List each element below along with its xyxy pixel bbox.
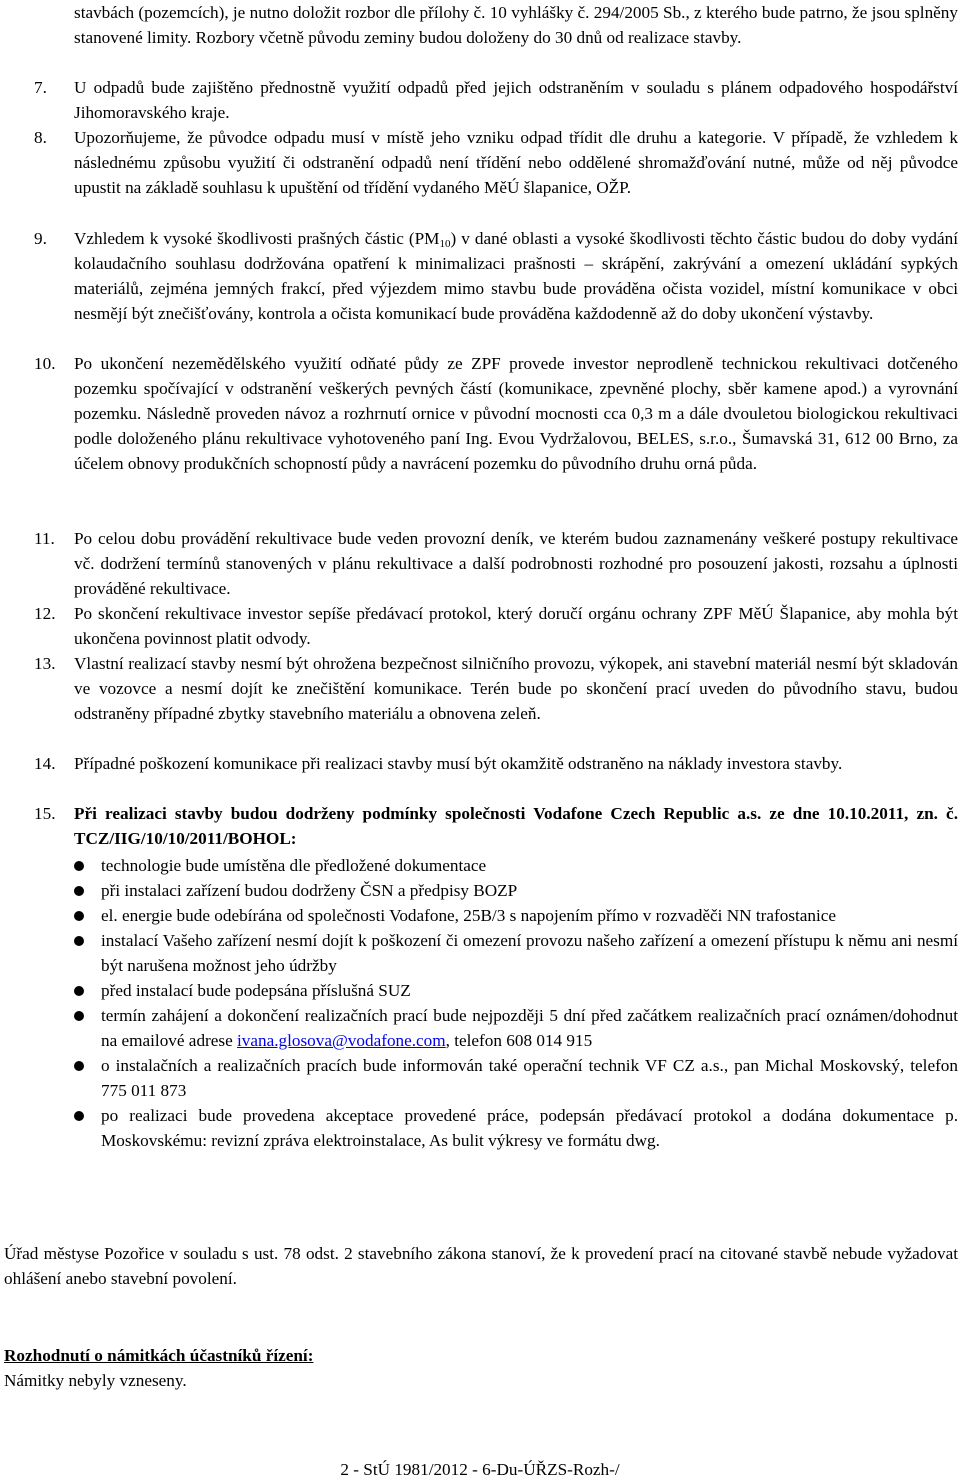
bullet-icon	[74, 886, 84, 896]
item-number: 15.	[34, 804, 56, 823]
list-item: před instalací bude podepsána příslušná SUZ	[74, 978, 958, 1003]
condition-item-11	[0, 526, 958, 601]
bullet-icon	[74, 1061, 84, 1071]
item-number: 13.	[34, 654, 56, 673]
list-item: při instalaci zařízení budou dodrženy ČSN a předpisy BOZP	[74, 878, 958, 903]
item-number: 11.	[34, 529, 55, 548]
condition-item-14	[0, 751, 958, 776]
list-item: el. energie bude odebírána od společnosti Vodafone, 25B/3 s napojením přímo v rozvaděči NN trafostanice	[74, 903, 958, 928]
item-text: Po celou dobu provádění rekultivace bude veden provozní deník, ve kterém budou zaznamenány veškeré postupy rekultivace vč. dodržení termínů stanovených v plánu rekultivace a další podrobnosti rozhodné pro posouzení jakosti, rozsahu a úplnosti prováděné rekultivace.	[74, 529, 958, 598]
condition-item-13	[0, 651, 958, 726]
item-number: 12.	[34, 604, 56, 623]
item-text: Případné poškození komunikace při realizaci stavby musí být okamžitě odstraněno na náklady investora stavby.	[74, 754, 843, 773]
bullet-icon	[74, 936, 84, 946]
item-text: U odpadů bude zajištěno přednostně využití odpadů před jejich odstraněním v souladu s plánem odpadového hospodářství Jihomoravského kraje.	[74, 78, 958, 122]
vodafone-conditions-list	[74, 853, 958, 1153]
item-text: Při realizaci stavby budou dodrženy podmínky společnosti Vodafone Czech Republic a.s. ze dne 10.10.2011, zn. č. TCZ/IIG/10/10/2011/BOHOL:	[74, 804, 958, 848]
bullet-icon	[74, 911, 84, 921]
list-item: termín zahájení a dokončení realizačních prací bude nejpozději 5 dní před začátkem realizačních prací oznámen/dohodnut na emailové adrese ivana.glosova@vodafone.com, telefon 608 014 915	[74, 1003, 958, 1053]
item-text: Vlastní realizací stavby nesmí být ohrožena bezpečnost silničního provozu, výkopek, ani stavební materiál nesmí být skladován ve vozovce a nesmí dojít ke znečištění komunikace. Terén bude po skončení prací uveden do původního stavu, budou odstraněny případné zbytky stavebního materiálu a obnovena zeleň.	[74, 654, 958, 723]
list-item: po realizaci bude provedena akceptace provedené práce, podepsán předávací protokol a dodána dokumentace p. Moskovskému: revizní zpráva elektroinstalace, As bulit výkresy ve formátu dwg.	[74, 1103, 958, 1153]
list-item: o instalačních a realizačních pracích bude informován také operační technik VF CZ a.s., pan Michal Moskovský, telefon 775 011 873	[74, 1053, 958, 1103]
statement-paragraph: Úřad městyse Pozořice v souladu s ust. 78 odst. 2 stavebního zákona stanoví, že k provedení prací na citované stavbě nebude vyžadovat ohlášení anebo stavební povolení.	[4, 1244, 958, 1288]
item-text: Po ukončení nezemědělského využití odňaté půdy ze ZPF provede investor neprodleně technickou rekultivaci dotčeného pozemku spočívající v odstranění veškerých pevných částí (komunikace, zpevněné plochy, sběr kamene apod.) a vyrovnání pozemku. Následně proveden návoz a rozhrnutí ornice v původní mocnosti cca 0,3 m a dále dvouletou biologickou rekultivaci podle doloženého plánu rekultivace vyhotoveného paní Ing. Evou Vydržalovou, BELES, s.r.o., Šumavská 31, 612 00 Brno, za účelem obnovy produkčních schopností půdy a navrácení pozemku do původního druhu orná půda.	[74, 354, 958, 473]
item-number: 9.	[34, 229, 47, 248]
bullet-icon	[74, 861, 84, 871]
continuation-paragraph: stavbách (pozemcích), je nutno doložit rozbor dle přílohy č. 10 vyhlášky č. 294/2005 Sb., z kterého bude patrno, že jsou splněny stanovené limity. Rozbory včetně původu zeminy budou doloženy do 30 dnů od realizace stavby.	[74, 3, 958, 47]
bullet-icon	[74, 1111, 84, 1121]
item-text: Upozorňujeme, že původce odpadu musí v místě jeho vzniku odpad třídit dle druhu a kategorie. V případě, že vzhledem k následnému způsobu využití či odstranění odpadů není třídění nebo oddělené shromažďování nutné, může od něj původce upustit na základě souhlasu k upuštění od třídění vydaného MěÚ šlapanice, OŽP.	[74, 128, 958, 197]
list-item: instalací Vašeho zařízení nesmí dojít k poškození či omezení provozu našeho zařízení a omezení přístupu k němu ani nesmí být narušena možnost jeho údržby	[74, 928, 958, 978]
bullet-icon	[74, 1011, 84, 1021]
item-number: 14.	[34, 754, 56, 773]
item-number: 7.	[34, 78, 47, 97]
condition-item-9	[0, 226, 958, 326]
item-number: 10.	[34, 354, 56, 373]
item-text: Po skončení rekultivace investor sepíše předávací protokol, který doručí orgánu ochrany ZPF MěÚ Šlapanice, aby mohla být ukončena povinnost platit odvody.	[74, 604, 958, 648]
item-number: 8.	[34, 128, 47, 147]
bullet-icon	[74, 986, 84, 996]
objections-text: Námitky nebyly vzneseny.	[4, 1371, 187, 1390]
email-link[interactable]: ivana.glosova@vodafone.com	[237, 1031, 446, 1050]
page-footer: 2 - StÚ 1981/2012 - 6-Du-ÚŘZS-Rozh-/	[340, 1460, 620, 1479]
objections-heading: Rozhodnutí o námitkách účastníků řízení:	[4, 1346, 314, 1365]
condition-item-10	[0, 351, 958, 476]
item-text: Vzhledem k vysoké škodlivosti prašných částic $(PM_{10})$ v dané oblasti a vysoké škodlivosti těchto částic budou do doby vydání kolaudačního souhlasu dodržována opatření k minimalizaci prašnosti – skrápění, zakrývání a omezení ukládání sypkých materiálů, zejména jemných frakcí, před výjezdem mimo stavbu bude prováděna očista vozidel, místní komunikace v obci nesmějí být znečišťovány, kontrola a očista komunikací bude prováděna každodenně až do doby ukončení výstavby.	[74, 229, 958, 323]
condition-item-15	[0, 801, 958, 851]
condition-item-7	[0, 75, 958, 125]
list-item: technologie bude umístěna dle předložené dokumentace	[74, 853, 958, 878]
condition-item-8	[0, 125, 958, 200]
condition-item-12	[0, 601, 958, 651]
